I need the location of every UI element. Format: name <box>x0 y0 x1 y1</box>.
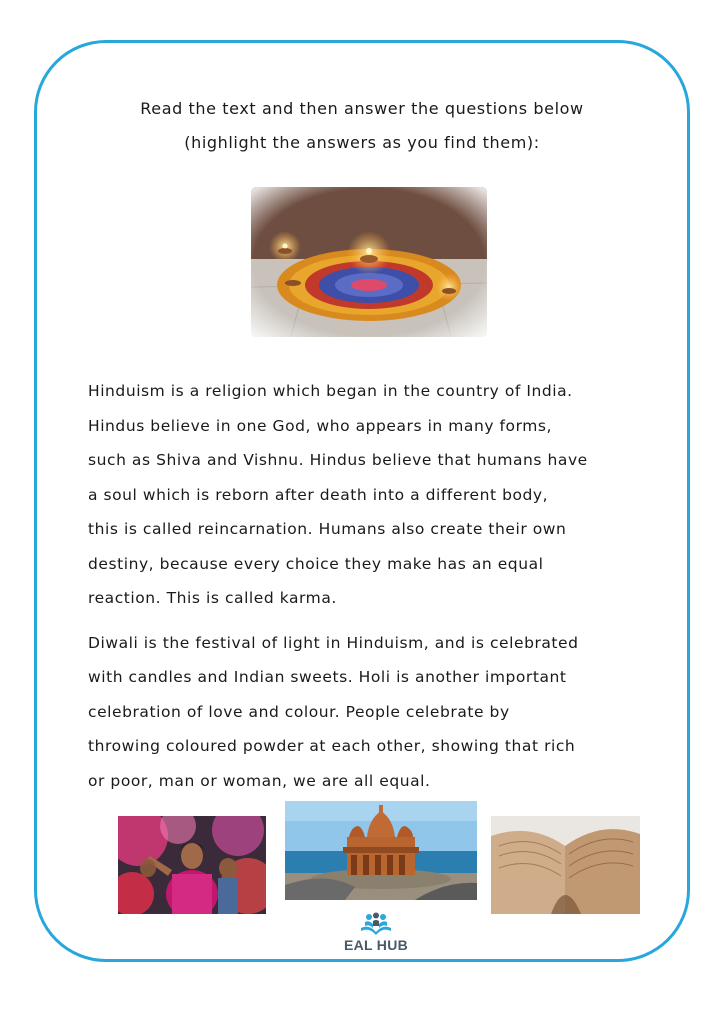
reading-text <box>88 374 648 798</box>
text-line: or poor, man or woman, we are all equal. <box>88 771 431 790</box>
instructions <box>60 92 664 160</box>
text-line: a soul which is reborn after death into a different body, <box>88 485 549 504</box>
instructions-line-1: Read the text and then answer the questions below <box>140 99 584 118</box>
paragraph-hinduism <box>88 374 648 616</box>
text-line: with candles and Indian sweets. Holi is another important <box>88 668 567 686</box>
holy-book-photo <box>491 816 640 914</box>
holi-celebration-photo <box>118 816 266 914</box>
text-line: Diwali is the festival of light in Hinduism, and is celebrated <box>88 633 579 652</box>
text-line: such as Shiva and Vishnu. Hindus believe that humans have <box>88 451 588 469</box>
book-people-icon <box>359 912 393 936</box>
text-line: Hindus believe in one God, who appears in many forms, <box>88 416 552 435</box>
diwali-candles-photo <box>251 187 487 337</box>
temple-photo <box>285 801 477 900</box>
text-line: Hinduism is a religion which began in the country of India. <box>88 382 573 400</box>
instructions-line-2: (highlight the answers as you find them): <box>184 133 540 152</box>
text-line: destiny, because every choice they make has an equal <box>88 554 544 573</box>
text-line: reaction. This is called karma. <box>88 589 337 607</box>
eal-hub-logo <box>326 912 426 956</box>
paragraph-festivals <box>88 626 648 799</box>
text-line: celebration of love and colour. People celebrate by <box>88 702 510 721</box>
text-line: this is called reincarnation. Humans also create their own <box>88 520 567 538</box>
text-line: throwing coloured powder at each other, showing that rich <box>88 737 576 755</box>
logo-text: EAL HUB <box>343 937 409 953</box>
